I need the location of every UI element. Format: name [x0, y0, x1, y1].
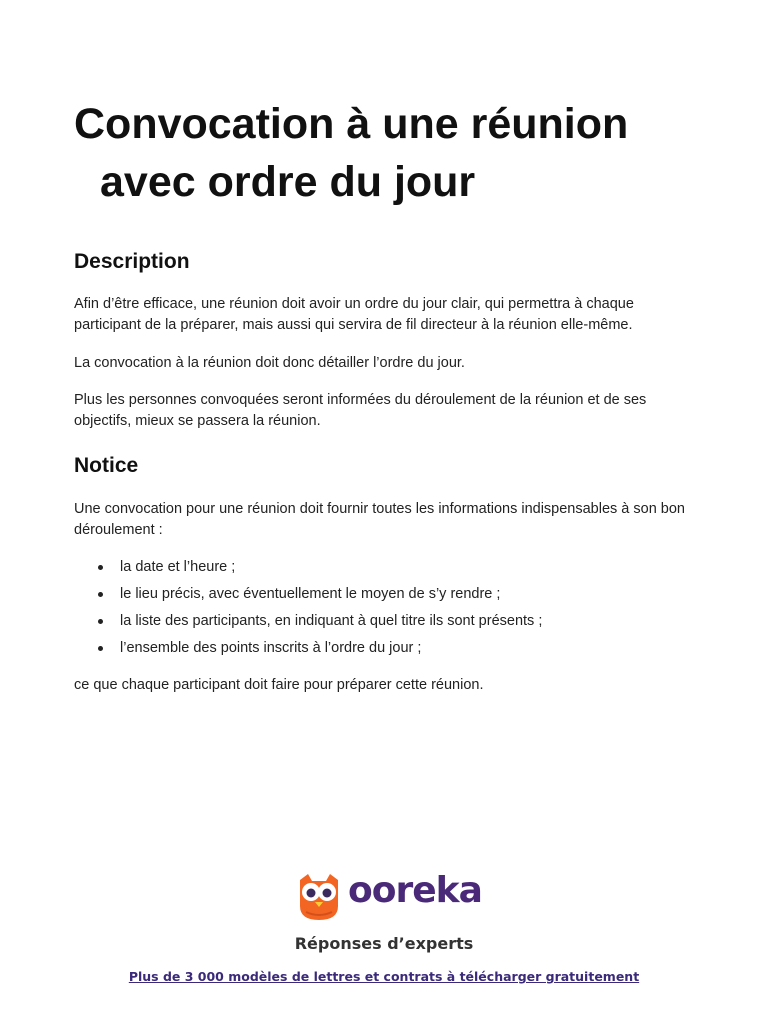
- title-line-2: avec ordre du jour: [100, 158, 476, 206]
- templates-link[interactable]: Plus de 3 000 modèles de lettres et contrats à télécharger gratuitement: [128, 969, 640, 984]
- title-line-1: Convocation à une réunion: [74, 100, 629, 148]
- notice-outro: ce que chaque participant doit faire pour préparer cette réunion.: [74, 677, 484, 693]
- list-item: l’ensemble des points inscrits à l’ordre du jour ;: [74, 638, 694, 665]
- list-item: la liste des participants, en indiquant à quel titre ils sont présents ;: [74, 611, 694, 638]
- notice-heading: Notice: [74, 454, 139, 477]
- description-paragraph-1: Afin d’être efficace, une réunion doit avoir un ordre du jour clair, qui permettra à chaque participant de la préparer, mais aussi qui servira de fil directeur à la réunion elle-même.: [74, 296, 634, 333]
- list-item: la date et l’heure ;: [74, 557, 694, 584]
- notice-intro: Une convocation pour une réunion doit fournir toutes les informations indispensables à son bon déroulement :: [74, 501, 685, 538]
- description-paragraph-2: La convocation à la réunion doit donc détailler l’ordre du jour.: [74, 355, 465, 371]
- logo-wordmark: ooreka: [348, 870, 482, 911]
- ooreka-logo[interactable]: [296, 868, 482, 924]
- owl-icon: [296, 872, 342, 922]
- list-item: le lieu précis, avec éventuellement le moyen de s’y rendre ;: [74, 584, 694, 611]
- description-paragraph-3: Plus les personnes convoquées seront informées du déroulement de la réunion et de ses objectifs, mieux se passera la réunion.: [74, 392, 647, 429]
- document-title: [74, 95, 714, 211]
- description-heading: Description: [74, 250, 190, 273]
- notice-list: [74, 557, 694, 665]
- tagline: Réponses d’experts: [294, 934, 474, 953]
